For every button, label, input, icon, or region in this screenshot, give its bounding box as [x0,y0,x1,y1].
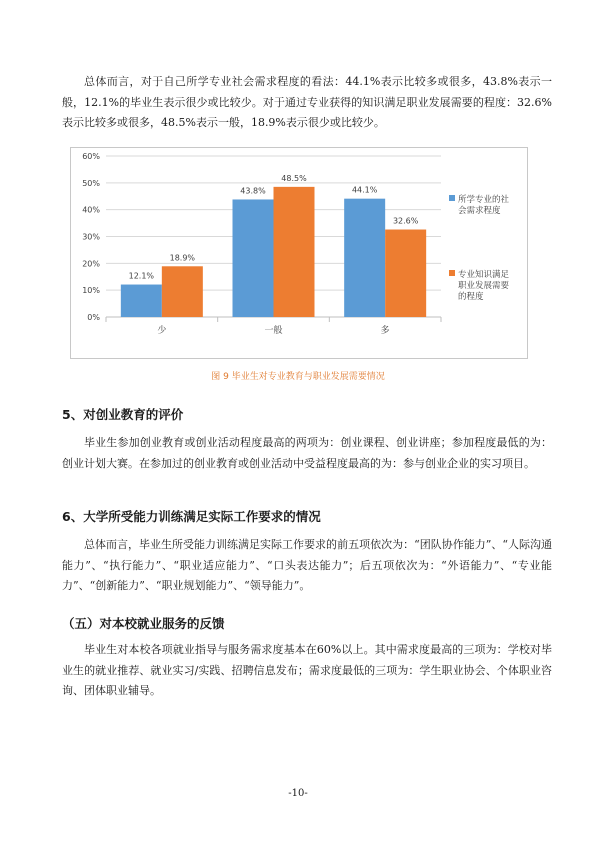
x-tick-label: 少 [157,326,167,336]
chart-frame [70,147,528,359]
bar [385,230,426,317]
bar [344,199,385,317]
y-tick-label: 30% [82,232,100,242]
y-tick-label: 10% [82,286,100,296]
legend-label: 专业知识满足 [458,270,510,280]
y-tick-label: 0% [87,313,100,322]
y-tick-label: 20% [82,259,100,269]
paragraph-entrepreneurship: 毕业生参加创业教育或创业活动程度最高的两项为：创业课程、创业讲座；参加程度最低的为：创业计划大赛。在参加过的创业教育或创业活动中受益程度最高的为：参与创业企业的实习项目。 [62,436,552,470]
x-tick-label: 多 [380,326,390,336]
data-label: 32.6% [392,216,419,226]
heading-employment-service: （五）对本校就业服务的反馈 [62,616,225,631]
heading-ability-training: 6、大学所受能力训练满足实际工作要求的情况 [62,509,321,524]
legend-swatch [449,270,455,276]
y-tick-label: 50% [82,178,100,188]
paragraph-ability-training: 总体而言，毕业生所受能力训练满足实际工作要求的前五项依次为：“团队协作能力”、“人际沟通能力”、“执行能力”、“职业适应能力”、“口头表达能力”；后五项依次为：“外语能力”、“专业能力”、“创新能力”、“职业规划能力”、“领导能力”。 [62,538,552,592]
figure-caption: 图 9 毕业生对专业教育与职业发展需要情况 [211,372,385,382]
legend-label: 的程度 [458,292,484,302]
bar [274,187,315,317]
bar [121,285,162,317]
data-label: 48.5% [281,173,307,183]
bar [233,199,274,317]
x-tick-label: 一般 [264,326,283,336]
data-label: 18.9% [169,253,196,263]
paragraph-employment-service: 毕业生对本校各项就业指导与服务需求度基本在60%以上。其中需求度最高的三项为：学校对毕业生的就业推荐、就业实习/实践、招聘信息发布；需求度最低的三项为：学生职业协会、个体职业咨询、团体职业辅导。 [62,643,552,697]
page-number: -10- [288,788,308,799]
data-label: 12.1% [128,271,155,281]
legend-label: 会需求程度 [458,206,501,216]
legend-swatch [449,195,455,201]
heading-entrepreneurship: 5、对创业教育的评价 [62,407,184,422]
bar [162,266,203,317]
legend-label: 所学专业的社 [458,195,510,205]
legend-label: 职业发展需要 [458,281,510,291]
data-label: 44.1% [351,185,378,195]
bar-chart [71,148,527,358]
data-label: 43.8% [240,186,266,196]
y-tick-label: 60% [82,152,100,161]
paragraph-professional-demand: 总体而言，对于自己所学专业社会需求程度的看法：44.1%表示比较多或很多，43.8%表示一般，12.1%的毕业生表示很少或比较少。对于通过专业获得的知识满足职业发展需要的程度：32.6%表示比较多或很多，48.5%表示一般，18.9%表示很少或比较少。 [62,75,552,129]
y-tick-label: 40% [82,205,100,215]
